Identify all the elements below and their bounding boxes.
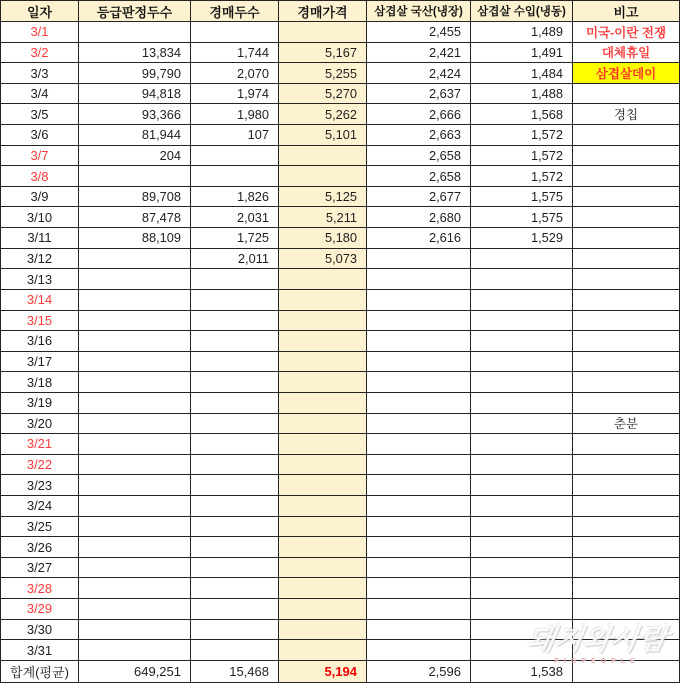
date-cell: 3/14 [1,290,79,311]
grade-head-count-cell [79,620,191,641]
imported-belly-price-cell: 1,575 [471,187,573,208]
table-row [1,578,680,599]
remark-cell [573,311,680,332]
remark-cell: 삼겹살데이 [573,63,680,84]
date-cell: 3/15 [1,311,79,332]
date-cell: 3/24 [1,496,79,517]
grade-head-count-cell: 89,708 [79,187,191,208]
auction-price-cell: 5,270 [279,84,367,105]
table-body [1,22,680,661]
domestic-belly-price-cell: 2,424 [367,63,471,84]
grade-head-count-cell [79,311,191,332]
auction-price-cell: 5,262 [279,104,367,125]
auction-price-cell [279,269,367,290]
header-auction-count: 경매두수 [191,1,279,22]
table-row [1,352,680,373]
date-cell: 3/25 [1,517,79,538]
table-row [1,43,680,64]
auction-head-count-cell [191,146,279,167]
header-date: 일자 [1,1,79,22]
auction-price-cell [279,496,367,517]
table-row [1,537,680,558]
grade-head-count-cell: 99,790 [79,63,191,84]
date-cell: 3/5 [1,104,79,125]
remark-cell [573,517,680,538]
domestic-belly-price-cell [367,352,471,373]
auction-price-cell: 5,125 [279,187,367,208]
table-header-row [1,1,680,22]
date-cell: 3/3 [1,63,79,84]
total-auction-count-cell: 15,468 [191,661,279,683]
imported-belly-price-cell [471,249,573,270]
remark-cell [573,558,680,579]
imported-belly-price-cell [471,599,573,620]
grade-head-count-cell: 204 [79,146,191,167]
auction-price-cell [279,372,367,393]
header-domestic-belly: 삼겹살 국산(냉장) [367,1,471,22]
table-row [1,517,680,538]
grade-head-count-cell [79,166,191,187]
table-row [1,22,680,43]
remark-cell [573,290,680,311]
domestic-belly-price-cell [367,269,471,290]
auction-price-cell [279,166,367,187]
table-row [1,125,680,146]
date-cell: 3/4 [1,84,79,105]
grade-head-count-cell: 88,109 [79,228,191,249]
header-grade-count: 등급판정두수 [79,1,191,22]
imported-belly-price-cell [471,311,573,332]
auction-price-cell [279,517,367,538]
date-cell: 3/16 [1,331,79,352]
total-imported-belly-cell: 1,538 [471,661,573,683]
auction-head-count-cell [191,620,279,641]
imported-belly-price-cell: 1,489 [471,22,573,43]
imported-belly-price-cell: 1,572 [471,146,573,167]
table-row [1,620,680,641]
imported-belly-price-cell [471,558,573,579]
imported-belly-price-cell [471,620,573,641]
auction-head-count-cell [191,290,279,311]
table-row [1,311,680,332]
total-label-cell: 합계(평균) [1,661,79,683]
auction-price-cell [279,434,367,455]
grade-head-count-cell [79,22,191,43]
imported-belly-price-cell [471,269,573,290]
imported-belly-price-cell [471,331,573,352]
grade-head-count-cell [79,414,191,435]
remark-cell [573,269,680,290]
auction-head-count-cell [191,166,279,187]
grade-head-count-cell [79,599,191,620]
imported-belly-price-cell [471,517,573,538]
table-row [1,496,680,517]
date-cell: 3/23 [1,475,79,496]
grade-head-count-cell: 13,834 [79,43,191,64]
auction-head-count-cell [191,311,279,332]
auction-price-cell [279,331,367,352]
table-row [1,207,680,228]
auction-price-cell: 5,211 [279,207,367,228]
imported-belly-price-cell [471,434,573,455]
domestic-belly-price-cell [367,434,471,455]
total-grade-count-cell: 649,251 [79,661,191,683]
grade-head-count-cell [79,578,191,599]
remark-cell [573,352,680,373]
auction-price-cell [279,414,367,435]
grade-head-count-cell [79,372,191,393]
imported-belly-price-cell [471,496,573,517]
auction-head-count-cell [191,269,279,290]
table-row [1,63,680,84]
domestic-belly-price-cell [367,249,471,270]
table-row [1,269,680,290]
grade-head-count-cell [79,640,191,661]
imported-belly-price-cell [471,393,573,414]
domestic-belly-price-cell [367,537,471,558]
domestic-belly-price-cell: 2,637 [367,84,471,105]
domestic-belly-price-cell [367,372,471,393]
remark-cell [573,187,680,208]
grade-head-count-cell [79,290,191,311]
domestic-belly-price-cell [367,414,471,435]
auction-price-cell: 5,101 [279,125,367,146]
remark-cell [573,146,680,167]
auction-price-cell [279,620,367,641]
auction-head-count-cell [191,393,279,414]
auction-price-cell: 5,073 [279,249,367,270]
imported-belly-price-cell: 1,572 [471,166,573,187]
grade-head-count-cell: 94,818 [79,84,191,105]
table-row [1,455,680,476]
date-cell: 3/12 [1,249,79,270]
domestic-belly-price-cell [367,578,471,599]
table-row [1,146,680,167]
auction-head-count-cell [191,496,279,517]
table-row [1,166,680,187]
imported-belly-price-cell: 1,491 [471,43,573,64]
table-row [1,599,680,620]
grade-head-count-cell [79,269,191,290]
table-row [1,414,680,435]
date-cell: 3/19 [1,393,79,414]
domestic-belly-price-cell: 2,658 [367,146,471,167]
imported-belly-price-cell: 1,568 [471,104,573,125]
domestic-belly-price-cell [367,599,471,620]
auction-price-cell: 5,180 [279,228,367,249]
remark-cell [573,125,680,146]
domestic-belly-price-cell [367,393,471,414]
auction-head-count-cell [191,599,279,620]
domestic-belly-price-cell: 2,663 [367,125,471,146]
auction-price-cell [279,599,367,620]
auction-head-count-cell: 1,744 [191,43,279,64]
grade-head-count-cell [79,434,191,455]
auction-price-cell [279,578,367,599]
auction-head-count-cell: 1,980 [191,104,279,125]
auction-head-count-cell [191,517,279,538]
date-cell: 3/2 [1,43,79,64]
auction-head-count-cell: 2,070 [191,63,279,84]
grade-head-count-cell [79,537,191,558]
table-row [1,249,680,270]
table-row [1,290,680,311]
imported-belly-price-cell: 1,484 [471,63,573,84]
auction-price-cell [279,290,367,311]
auction-head-count-cell [191,22,279,43]
total-remark-cell [573,661,680,683]
remark-cell: 경칩 [573,104,680,125]
auction-price-cell [279,455,367,476]
auction-price-cell [279,352,367,373]
table-row [1,434,680,455]
auction-price-cell [279,311,367,332]
date-cell: 3/22 [1,455,79,476]
domestic-belly-price-cell [367,475,471,496]
auction-head-count-cell: 2,031 [191,207,279,228]
grade-head-count-cell [79,393,191,414]
auction-head-count-cell [191,578,279,599]
date-cell: 3/13 [1,269,79,290]
date-cell: 3/30 [1,620,79,641]
auction-head-count-cell [191,537,279,558]
date-cell: 3/28 [1,578,79,599]
remark-cell [573,455,680,476]
auction-price-cell [279,537,367,558]
imported-belly-price-cell: 1,488 [471,84,573,105]
table-row [1,84,680,105]
imported-belly-price-cell: 1,529 [471,228,573,249]
grade-head-count-cell [79,496,191,517]
remark-cell [573,620,680,641]
domestic-belly-price-cell: 2,421 [367,43,471,64]
domestic-belly-price-cell: 2,680 [367,207,471,228]
remark-cell [573,475,680,496]
remark-cell [573,249,680,270]
auction-head-count-cell [191,414,279,435]
domestic-belly-price-cell [367,331,471,352]
grade-head-count-cell: 87,478 [79,207,191,228]
date-cell: 3/18 [1,372,79,393]
imported-belly-price-cell [471,455,573,476]
remark-cell: 미국-이란 전쟁 [573,22,680,43]
imported-belly-price-cell [471,578,573,599]
date-cell: 3/21 [1,434,79,455]
watermark-subtext: PIGPEOPLE [554,658,640,665]
remark-cell [573,372,680,393]
auction-head-count-cell [191,352,279,373]
date-cell: 3/20 [1,414,79,435]
domestic-belly-price-cell: 2,677 [367,187,471,208]
remark-cell [573,166,680,187]
date-cell: 3/1 [1,22,79,43]
imported-belly-price-cell [471,414,573,435]
auction-price-cell: 5,255 [279,63,367,84]
auction-head-count-cell [191,434,279,455]
date-cell: 3/11 [1,228,79,249]
auction-head-count-cell [191,558,279,579]
auction-head-count-cell: 2,011 [191,249,279,270]
imported-belly-price-cell: 1,575 [471,207,573,228]
domestic-belly-price-cell [367,558,471,579]
auction-head-count-cell [191,372,279,393]
auction-head-count-cell: 1,974 [191,84,279,105]
auction-price-cell [279,22,367,43]
auction-price-cell [279,640,367,661]
auction-head-count-cell [191,475,279,496]
domestic-belly-price-cell: 2,658 [367,166,471,187]
remark-cell [573,393,680,414]
remark-cell [573,331,680,352]
domestic-belly-price-cell [367,620,471,641]
auction-price-cell: 5,167 [279,43,367,64]
domestic-belly-price-cell [367,290,471,311]
grade-head-count-cell: 81,944 [79,125,191,146]
total-row [1,661,680,683]
remark-cell [573,640,680,661]
table-row [1,372,680,393]
domestic-belly-price-cell [367,496,471,517]
domestic-belly-price-cell [367,311,471,332]
date-cell: 3/7 [1,146,79,167]
auction-price-cell [279,146,367,167]
imported-belly-price-cell [471,640,573,661]
auction-head-count-cell [191,455,279,476]
date-cell: 3/6 [1,125,79,146]
remark-cell: 춘분 [573,414,680,435]
date-cell: 3/27 [1,558,79,579]
remark-cell [573,537,680,558]
header-remark: 비고 [573,1,680,22]
grade-head-count-cell: 93,366 [79,104,191,125]
grade-head-count-cell [79,331,191,352]
auction-head-count-cell: 1,725 [191,228,279,249]
auction-head-count-cell [191,331,279,352]
total-domestic-belly-cell: 2,596 [367,661,471,683]
table-row [1,104,680,125]
table-row [1,331,680,352]
remark-cell [573,228,680,249]
date-cell: 3/31 [1,640,79,661]
remark-cell: 대체휴일 [573,43,680,64]
grade-head-count-cell [79,352,191,373]
grade-head-count-cell [79,455,191,476]
remark-cell [573,207,680,228]
watermark-logo-text: 돼지와사람 [524,624,670,656]
domestic-belly-price-cell [367,455,471,476]
auction-head-count-cell: 107 [191,125,279,146]
remark-cell [573,578,680,599]
grade-head-count-cell [79,558,191,579]
grade-head-count-cell [79,475,191,496]
domestic-belly-price-cell [367,517,471,538]
table-row [1,475,680,496]
date-cell: 3/9 [1,187,79,208]
auction-price-cell [279,475,367,496]
total-auction-price-cell: 5,194 [279,661,367,683]
date-cell: 3/26 [1,537,79,558]
imported-belly-price-cell [471,475,573,496]
imported-belly-price-cell [471,290,573,311]
auction-price-cell [279,558,367,579]
remark-cell [573,599,680,620]
imported-belly-price-cell [471,372,573,393]
date-cell: 3/29 [1,599,79,620]
grade-head-count-cell [79,517,191,538]
imported-belly-price-cell: 1,572 [471,125,573,146]
date-cell: 3/10 [1,207,79,228]
header-imported-belly: 삼겹살 수입(냉동) [471,1,573,22]
remark-cell [573,496,680,517]
auction-head-count-cell: 1,826 [191,187,279,208]
date-cell: 3/17 [1,352,79,373]
date-cell: 3/8 [1,166,79,187]
table-row [1,228,680,249]
header-auction-price: 경매가격 [279,1,367,22]
domestic-belly-price-cell [367,640,471,661]
auction-head-count-cell [191,640,279,661]
imported-belly-price-cell [471,537,573,558]
grade-head-count-cell [79,249,191,270]
domestic-belly-price-cell: 2,666 [367,104,471,125]
imported-belly-price-cell [471,352,573,373]
domestic-belly-price-cell: 2,455 [367,22,471,43]
table-row [1,393,680,414]
remark-cell [573,84,680,105]
auction-price-cell [279,393,367,414]
table-row [1,640,680,661]
table-row [1,558,680,579]
remark-cell [573,434,680,455]
domestic-belly-price-cell: 2,616 [367,228,471,249]
table-row [1,187,680,208]
